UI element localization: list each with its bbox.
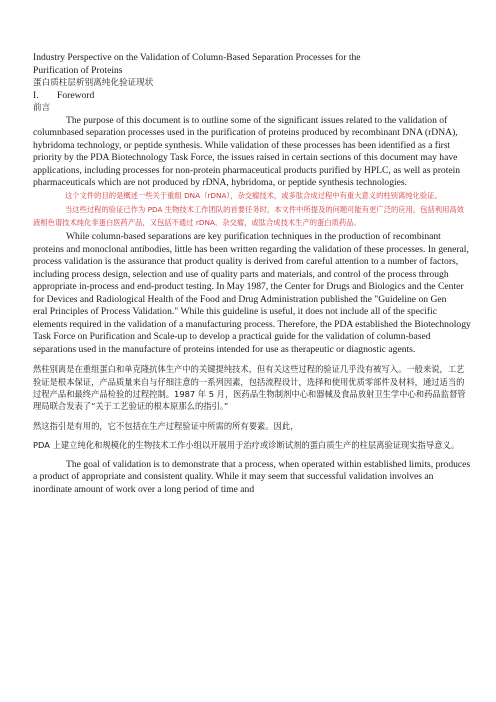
section-title: Foreword — [57, 89, 95, 101]
translation-paragraph-1: 然柱别离是在重组蛋白和单克隆抗体生产中的关键提纯技术，但有关这些过程的验证几乎没有被写入。一般来说，工艺验证是根本保证，产品质量来自与仔细注意的一系列因素，包括流程设计，选择和使用优质零部件及材料，通过适当的过程产品和最终产品检验的过程控制。1987 年 5 月，医药品生物制剂中心和器械及食品放射卫生学中心和药品监督管理局联合发表了“关于工艺验证的根本原那么的指引。” — [33, 364, 466, 412]
title-line-2: Purification of Proteins — [33, 64, 123, 76]
paragraph-guideline: eral Principles of Process Validation." While this guideline is useful, it does not include all of the specific elements required in the validation of a manufacturing process. Therefore, the PDA established the Biotechnology Task Force on Purification and Scale-up to develop a practical guide for the validation of column-based separations used in the manufacture of proteins intended for use as therapeutic or diagnostic agents. — [33, 306, 471, 355]
document-page — [33, 52, 471, 496]
translation-paragraph-3: PDA 上建立纯化和规模化的生物技术工作小组以开展用于治疗或诊断试剂的蛋白质生产的柱层离验证现实指导意义。 — [33, 440, 460, 451]
section-heading — [33, 90, 471, 103]
translation-purpose-1: 这个文件的目的是概述一些关于重组 DNA（rDNA），杂交瘤技术，或多肽合成过程中有重大意义的柱别离纯化验证。 — [65, 190, 442, 200]
paragraph-validation-goal: The goal of validation is to demonstrate that a process, when operated within established limits, produces a product of appropriate and consistent quality. While it may seem that successful validation involves an inordinate amount of work over a long period of time and — [33, 458, 471, 495]
translation-purpose-2: 当这些过程的验证已作为 PDA 生物技术工作团队的首要任务时，本文件中所提及的问题可能有更广泛的应用，包括利用高效液相色谱技术纯化非蛋白医药产品，又包括不通过 rDNA，杂交瘤，或肽合成技术生产的蛋白质药品。 — [33, 205, 464, 227]
document-title-chinese: 蛋白质柱层析别离纯化验证现状 — [33, 78, 154, 89]
title-line-1: Industry Perspective on the Validation of Column-Based Separation Processes for the — [33, 52, 361, 63]
section-number: I. — [33, 89, 39, 101]
section-heading-chinese: 前言 — [33, 103, 51, 114]
paragraph-column-separations: While column-based separations are key purification techniques in the production of recombinant proteins and monoclonal antibodies, little has been written regarding the validation of these processes. In general, process validation is the assurance that product quality is derived from careful attention to a number of factors, including process design, selection and use of quality parts and materials, and control of the process through appropriate in-process and end-product testing. In May 1987, the Center for Drugs and Biologics and the Center for Devices and Radiological Health of the Food and Drug Administration published the "Guideline on Gen — [33, 231, 469, 305]
translation-paragraph-2: 然这指引是有用的，它不包括在生产过程验证中所需的所有要素。因此， — [33, 420, 299, 431]
document-title — [33, 52, 471, 77]
paragraph-purpose: The purpose of this document is to outline some of the significant issues related to the validation of columnbased separation processes used in the purification of proteins produced by recombinant DNA (rDNA), hybridoma technology, or peptide synthesis. While validation of these processes has been identified as a first priority by the PDA Biotechnology Task Force, the issues raised in certain sections of this document may have applications, including processes for non-protein pharmaceutical products purified by HPLC, as well as protein pharmaceuticals which are not produced by rDNA, hybridoma, or peptide synthesis technologies. — [33, 114, 461, 189]
